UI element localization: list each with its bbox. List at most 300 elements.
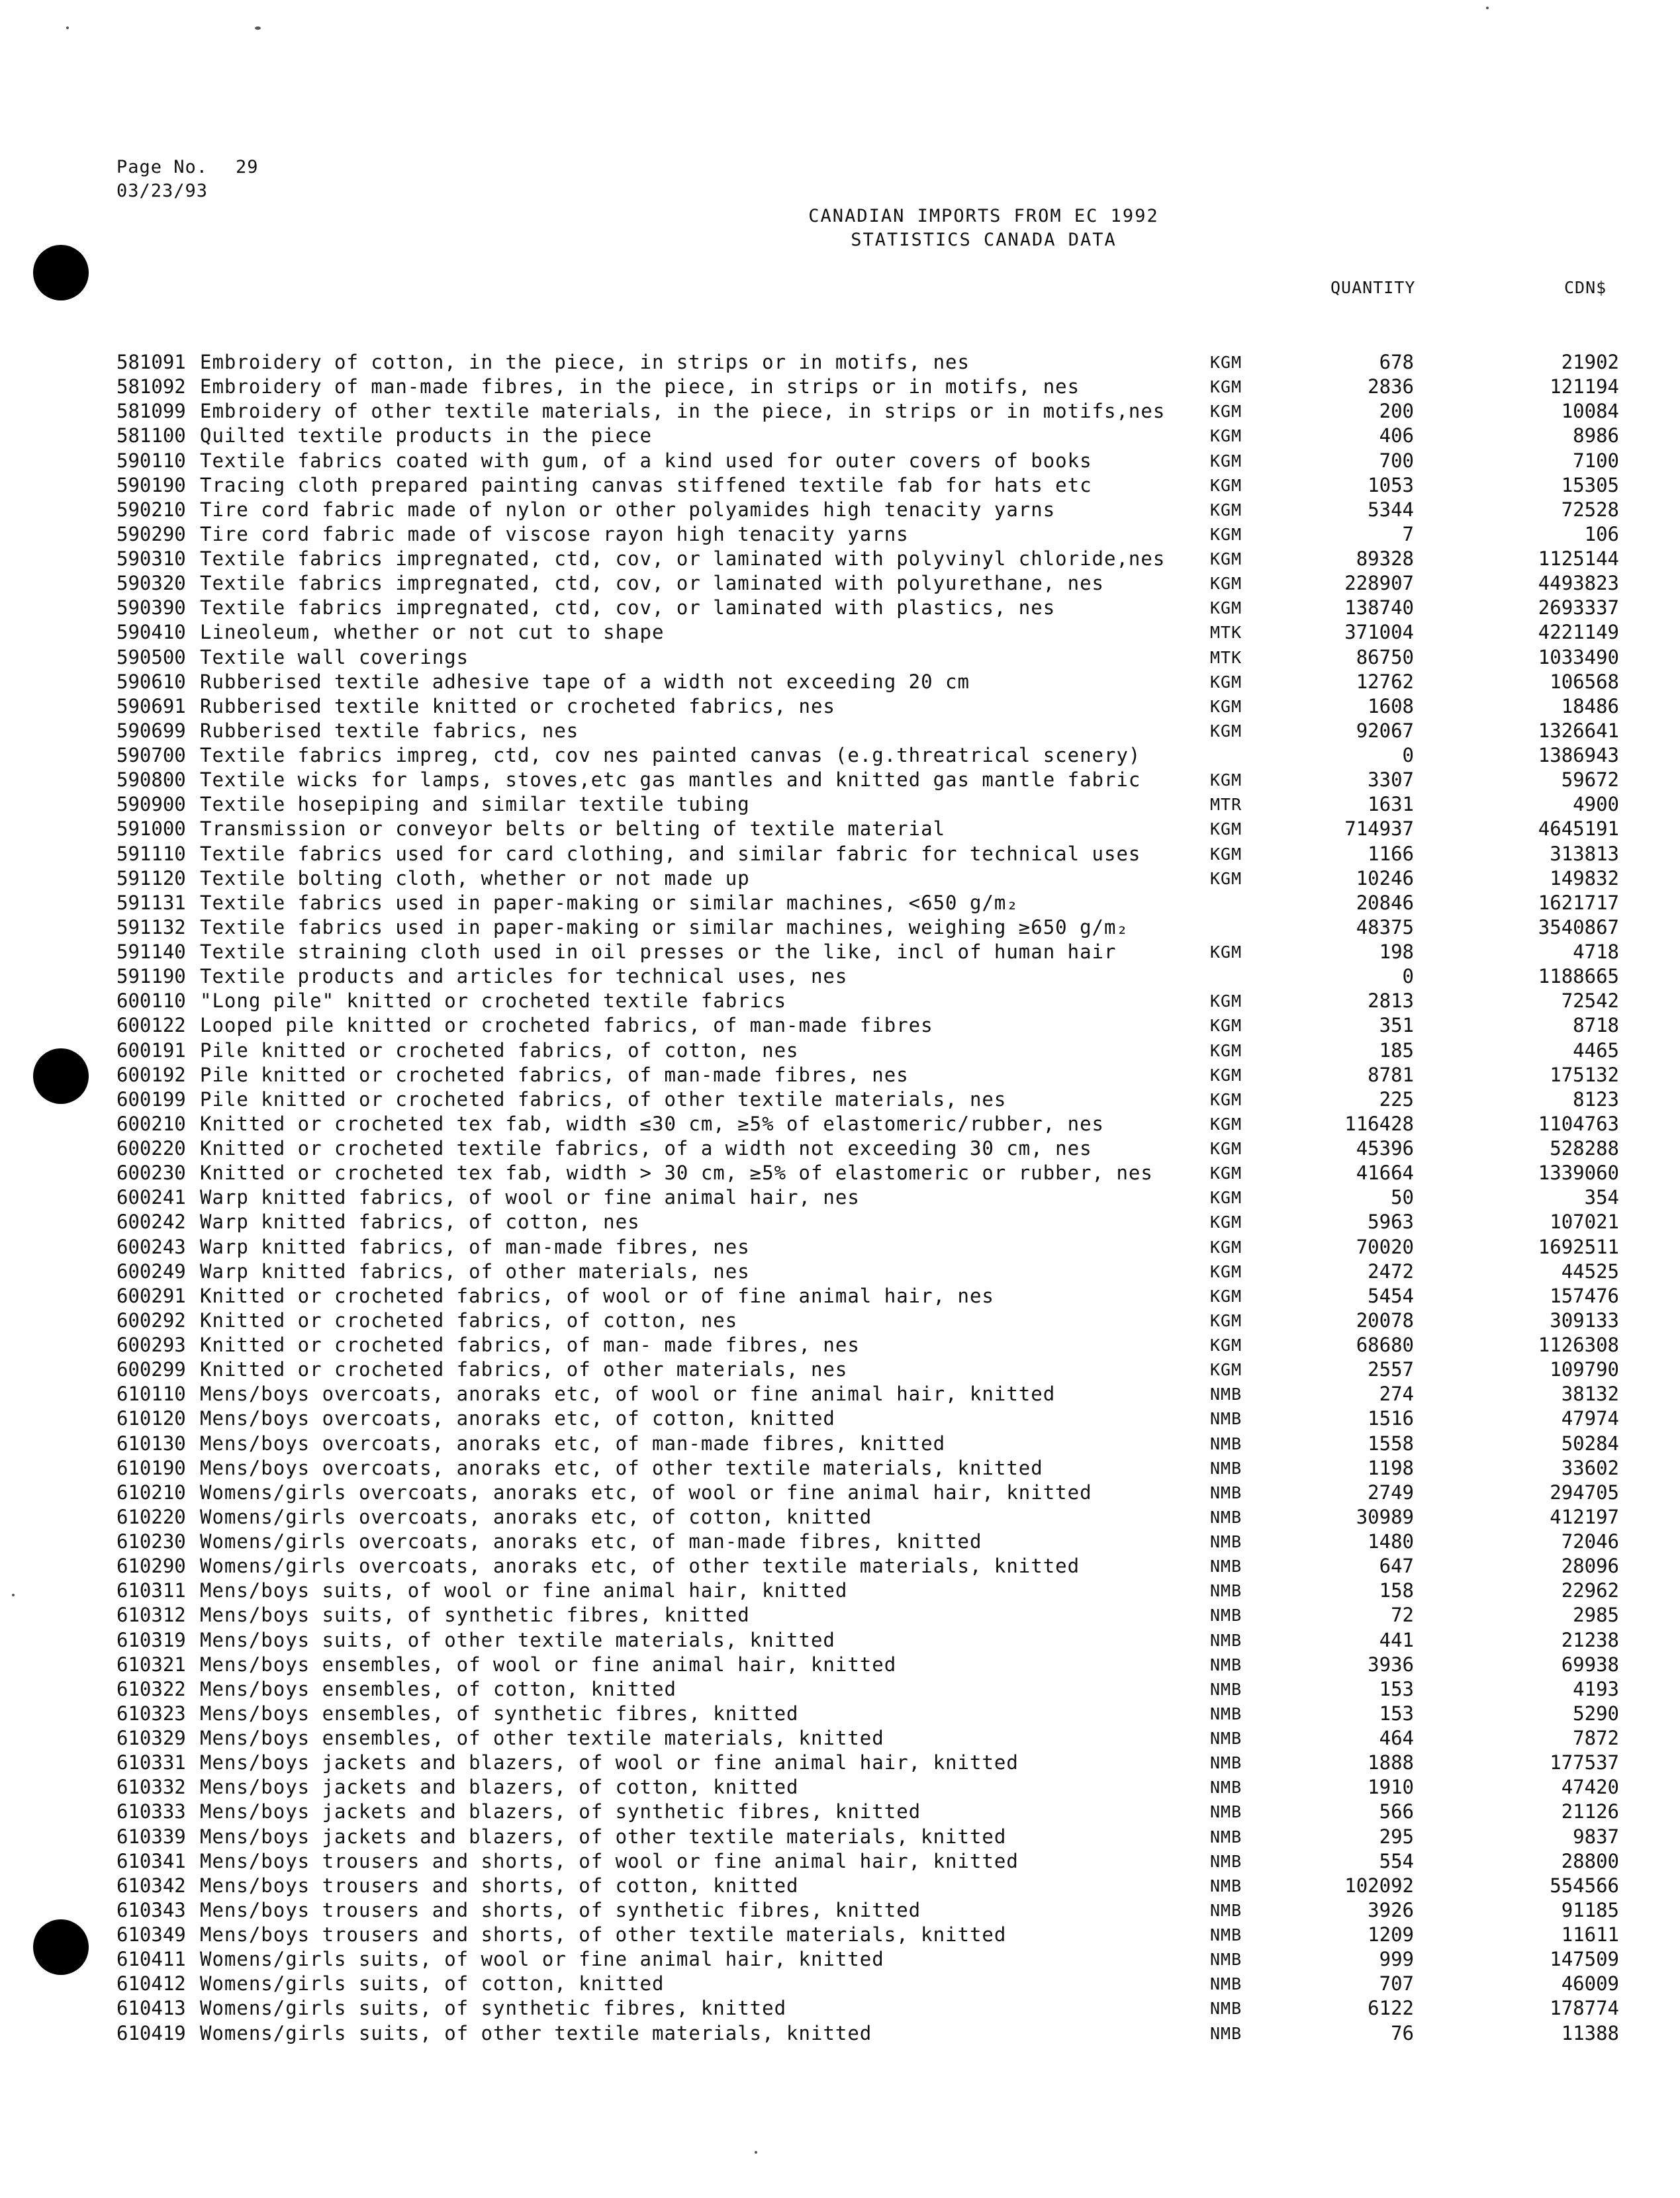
unit-of-measure: NMB <box>1210 1581 1242 1601</box>
commodity-code: 610290 <box>117 1555 186 1578</box>
cdn-dollar-value: 107021 <box>1550 1211 1619 1234</box>
table-row <box>117 1603 1619 1627</box>
cdn-dollar-value: 72542 <box>1561 989 1619 1013</box>
cdn-dollar-value: 10084 <box>1561 400 1619 423</box>
table-row <box>117 1505 1619 1530</box>
scan-speck <box>255 26 261 30</box>
quantity-value: 1608 <box>1368 694 1414 717</box>
unit-of-measure: NMB <box>1210 1900 1242 1920</box>
cdn-dollar-value: 22962 <box>1561 1579 1619 1602</box>
quantity-value: 0 <box>1402 965 1414 988</box>
cdn-dollar-value: 47420 <box>1561 1776 1619 1799</box>
commodity-code: 610349 <box>117 1923 186 1946</box>
commodity-code: 590210 <box>117 498 186 521</box>
quantity-value: 116428 <box>1344 1112 1414 1135</box>
commodity-description: Womens/girls suits, of synthetic fibres, knitted <box>200 1997 787 2020</box>
unit-of-measure: KGM <box>1210 1065 1242 1085</box>
punch-hole-middle <box>33 1048 89 1104</box>
cdn-dollar-value: 38132 <box>1561 1383 1619 1406</box>
cdn-dollar-value: 106568 <box>1550 670 1619 693</box>
quantity-value: 2749 <box>1368 1481 1414 1504</box>
commodity-description: Warp knitted fabrics, of cotton, nes <box>200 1211 640 1234</box>
quantity-value: 158 <box>1379 1579 1414 1602</box>
cdn-dollar-value: 18486 <box>1561 694 1619 717</box>
quantity-value: 647 <box>1379 1555 1414 1578</box>
quantity-value: 45396 <box>1356 1137 1414 1160</box>
quantity-value: 6122 <box>1368 1997 1414 2020</box>
table-row <box>117 694 1619 719</box>
commodity-description: Mens/boys overcoats, anoraks etc, of other textile materials, knitted <box>200 1456 1043 1479</box>
table-row <box>117 620 1619 645</box>
commodity-code: 610130 <box>117 1432 186 1455</box>
quantity-value: 566 <box>1379 1800 1414 1823</box>
cdn-dollar-value: 175132 <box>1550 1063 1619 1086</box>
cdn-dollar-value: 69938 <box>1561 1653 1619 1676</box>
commodity-code: 581091 <box>117 351 186 373</box>
quantity-value: 406 <box>1379 424 1414 447</box>
commodity-code: 590691 <box>117 694 186 717</box>
table-row <box>117 1038 1619 1063</box>
commodity-description: Pile knitted or crocheted fabrics, of cotton, nes <box>200 1038 799 1062</box>
cdn-dollar-value: 4718 <box>1573 940 1619 963</box>
unit-of-measure: KGM <box>1210 1040 1242 1060</box>
unit-of-measure: KGM <box>1210 475 1242 495</box>
commodity-code: 610312 <box>117 1604 186 1627</box>
cdn-dollar-value: 412197 <box>1550 1505 1619 1528</box>
quantity-value: 200 <box>1379 400 1414 423</box>
table-row <box>117 1923 1619 1947</box>
cdn-dollar-value: 1033490 <box>1538 645 1619 668</box>
unit-of-measure: KGM <box>1210 672 1242 692</box>
commodity-description: Textile fabrics impregnated, ctd, cov, or laminated with polyurethane, nes <box>200 572 1105 595</box>
unit-of-measure: KGM <box>1210 696 1242 716</box>
unit-of-measure: KGM <box>1210 991 1242 1011</box>
quantity-value: 92067 <box>1356 719 1414 742</box>
table-row <box>117 1726 1619 1751</box>
cdn-dollar-value: 313813 <box>1550 842 1619 865</box>
commodity-description: Womens/girls suits, of other textile materials, knitted <box>200 2021 872 2044</box>
quantity-value: 2836 <box>1368 375 1414 398</box>
quantity-value: 371004 <box>1344 621 1414 644</box>
report-title: CANADIAN IMPORTS FROM EC 1992 <box>808 206 1159 226</box>
commodity-description: Lineoleum, whether or not cut to shape <box>200 621 665 644</box>
commodity-description: Looped pile knitted or crocheted fabrics, of man-made fibres <box>200 1014 933 1037</box>
unit-of-measure: NMB <box>1210 1802 1242 1822</box>
punch-hole-bottom <box>33 1919 89 1975</box>
commodity-description: Transmission or conveyor belts or belting of textile material <box>200 817 946 841</box>
unit-of-measure: KGM <box>1210 844 1242 864</box>
quantity-value: 295 <box>1379 1825 1414 1848</box>
commodity-description: Rubberised textile adhesive tape of a width not exceeding 20 cm <box>200 670 970 693</box>
table-row <box>117 670 1619 694</box>
commodity-code: 591190 <box>117 965 186 988</box>
cdn-dollar-value: 15305 <box>1561 473 1619 496</box>
table-row <box>117 1775 1619 1800</box>
commodity-code: 600249 <box>117 1259 186 1283</box>
quantity-value: 225 <box>1379 1087 1414 1111</box>
commodity-code: 581092 <box>117 375 186 398</box>
cdn-dollar-value: 1621717 <box>1538 891 1619 914</box>
commodity-code: 610411 <box>117 1948 186 1971</box>
commodity-code: 590410 <box>117 621 186 644</box>
cdn-dollar-value: 11388 <box>1561 2021 1619 2044</box>
commodity-code: 610323 <box>117 1702 186 1725</box>
commodity-description: Mens/boys trousers and shorts, of wool or fine animal hair, knitted <box>200 1849 1019 1872</box>
quantity-value: 86750 <box>1356 645 1414 668</box>
unit-of-measure: NMB <box>1210 1630 1242 1650</box>
cdn-dollar-value: 554566 <box>1550 1874 1619 1897</box>
commodity-code: 590699 <box>117 719 186 742</box>
unit-of-measure: NMB <box>1210 1679 1242 1699</box>
commodity-code: 600242 <box>117 1211 186 1234</box>
quantity-value: 72 <box>1391 1604 1414 1627</box>
table-row <box>117 1996 1619 2021</box>
quantity-value: 102092 <box>1344 1874 1414 1897</box>
cdn-dollar-value: 4645191 <box>1538 817 1619 841</box>
table-row <box>117 1456 1619 1481</box>
commodity-description: Rubberised textile knitted or crocheted fabrics, nes <box>200 694 835 717</box>
cdn-dollar-value: 1326641 <box>1538 719 1619 742</box>
table-row <box>117 571 1619 596</box>
cdn-dollar-value: 59672 <box>1561 768 1619 792</box>
quantity-value: 228907 <box>1344 572 1414 595</box>
table-row <box>117 1235 1619 1259</box>
cdn-dollar-value: 178774 <box>1550 1997 1619 2020</box>
cdn-dollar-value: 4221149 <box>1538 621 1619 644</box>
quantity-value: 554 <box>1379 1849 1414 1872</box>
commodity-description: Tracing cloth prepared painting canvas stiffened textile fab for hats etc <box>200 473 1092 496</box>
unit-of-measure: NMB <box>1210 1729 1242 1748</box>
table-row <box>117 1112 1619 1136</box>
scan-speck <box>12 1594 15 1596</box>
quantity-value: 30989 <box>1356 1505 1414 1528</box>
commodity-code: 590900 <box>117 793 186 816</box>
quantity-value: 714937 <box>1344 817 1414 841</box>
commodity-code: 590290 <box>117 522 186 545</box>
scan-speck <box>66 26 69 29</box>
commodity-description: Textile fabrics coated with gum, of a kind used for outer covers of books <box>200 449 1092 472</box>
table-row <box>117 1677 1619 1702</box>
cdn-dollar-value: 1386943 <box>1538 744 1619 766</box>
unit-of-measure: NMB <box>1210 1999 1242 2019</box>
report-date: 03/23/93 <box>117 181 209 201</box>
quantity-value: 1053 <box>1368 473 1414 496</box>
unit-of-measure: KGM <box>1210 1114 1242 1134</box>
commodity-description: Warp knitted fabrics, of man-made fibres, nes <box>200 1235 750 1258</box>
cdn-dollar-value: 2693337 <box>1538 596 1619 619</box>
unit-of-measure: MTK <box>1210 623 1242 643</box>
table-row <box>117 964 1619 989</box>
table-row <box>117 424 1619 448</box>
unit-of-measure: KGM <box>1210 819 1242 839</box>
cdn-dollar-value: 109790 <box>1550 1358 1619 1381</box>
table-row <box>117 1579 1619 1603</box>
table-row <box>117 1653 1619 1677</box>
quantity-value: 12762 <box>1356 670 1414 693</box>
unit-of-measure: KGM <box>1210 1261 1242 1281</box>
quantity-value: 2472 <box>1368 1259 1414 1283</box>
quantity-value: 2813 <box>1368 989 1414 1013</box>
table-row <box>117 1702 1619 1726</box>
quantity-value: 8781 <box>1368 1063 1414 1086</box>
quantity-value: 7 <box>1402 522 1414 545</box>
quantity-value: 5344 <box>1368 498 1414 521</box>
commodity-code: 590110 <box>117 449 186 472</box>
unit-of-measure: NMB <box>1210 1827 1242 1847</box>
quantity-value: 0 <box>1402 744 1414 766</box>
column-header-cdn-value: CDN$ <box>1564 278 1607 297</box>
commodity-code: 610210 <box>117 1481 186 1504</box>
unit-of-measure: NMB <box>1210 1851 1242 1871</box>
cdn-dollar-value: 5290 <box>1573 1702 1619 1725</box>
commodity-code: 610341 <box>117 1849 186 1872</box>
commodity-code: 610120 <box>117 1407 186 1430</box>
quantity-value: 1888 <box>1368 1751 1414 1774</box>
unit-of-measure: NMB <box>1210 1557 1242 1577</box>
unit-of-measure: NMB <box>1210 1974 1242 1994</box>
quantity-value: 274 <box>1379 1383 1414 1406</box>
commodity-code: 581099 <box>117 400 186 423</box>
cdn-dollar-value: 50284 <box>1561 1432 1619 1455</box>
commodity-code: 610220 <box>117 1505 186 1528</box>
table-row <box>117 842 1619 866</box>
cdn-dollar-value: 21238 <box>1561 1628 1619 1651</box>
commodity-description: Textile fabrics impreg, ctd, cov nes painted canvas (e.g.threatrical scenery) <box>200 744 1141 766</box>
cdn-dollar-value: 1126308 <box>1538 1334 1619 1356</box>
commodity-description: Embroidery of cotton, in the piece, in strips or in motifs, nes <box>200 351 970 373</box>
commodity-description: Textile straining cloth used in oil presses or the like, incl of human hair <box>200 940 1117 963</box>
unit-of-measure: KGM <box>1210 1310 1242 1330</box>
commodity-description: Mens/boys overcoats, anoraks etc, of man-made fibres, knitted <box>200 1432 946 1455</box>
cdn-dollar-value: 72528 <box>1561 498 1619 521</box>
unit-of-measure: KGM <box>1210 1286 1242 1306</box>
quantity-value: 1631 <box>1368 793 1414 816</box>
commodity-description: Knitted or crocheted fabrics, of other materials, nes <box>200 1358 848 1381</box>
table-row <box>117 719 1619 743</box>
commodity-code: 610321 <box>117 1653 186 1676</box>
commodity-description: Mens/boys jackets and blazers, of other textile materials, knitted <box>200 1825 1007 1848</box>
unit-of-measure: NMB <box>1210 1507 1242 1527</box>
table-row <box>117 1972 1619 1996</box>
commodity-description: Quilted textile products in the piece <box>200 424 653 447</box>
commodity-description: Embroidery of other textile materials, in the piece, in strips or in motifs,nes <box>200 400 1166 423</box>
commodity-code: 600122 <box>117 1014 186 1037</box>
unit-of-measure: KGM <box>1210 1237 1242 1257</box>
cdn-dollar-value: 9837 <box>1573 1825 1619 1848</box>
commodity-code: 591120 <box>117 866 186 890</box>
unit-of-measure: NMB <box>1210 1778 1242 1798</box>
unit-of-measure: MTR <box>1210 795 1242 815</box>
quantity-value: 1558 <box>1368 1432 1414 1455</box>
table-row <box>117 399 1619 424</box>
commodity-description: Textile wicks for lamps, stoves,etc gas mantles and knitted gas mantle fabric <box>200 768 1141 792</box>
commodity-description: Rubberised textile fabrics, nes <box>200 719 579 742</box>
unit-of-measure: KGM <box>1210 402 1242 422</box>
table-row <box>117 866 1619 891</box>
cdn-dollar-value: 309133 <box>1550 1308 1619 1332</box>
commodity-code: 590320 <box>117 572 186 595</box>
cdn-dollar-value: 1339060 <box>1538 1162 1619 1185</box>
cdn-dollar-value: 28096 <box>1561 1555 1619 1578</box>
commodity-code: 600220 <box>117 1137 186 1160</box>
commodity-code: 610343 <box>117 1898 186 1921</box>
commodity-code: 600243 <box>117 1235 186 1258</box>
table-row <box>117 792 1619 817</box>
table-row <box>117 989 1619 1013</box>
cdn-dollar-value: 91185 <box>1561 1898 1619 1921</box>
unit-of-measure: NMB <box>1210 1532 1242 1551</box>
unit-of-measure: KGM <box>1210 1089 1242 1109</box>
table-row <box>117 1481 1619 1505</box>
commodity-description: Mens/boys ensembles, of cotton, knitted <box>200 1677 677 1700</box>
commodity-description: Textile fabrics used in paper-making or similar machines, <650 g/m₂ <box>200 891 1019 914</box>
quantity-value: 48375 <box>1356 915 1414 939</box>
commodity-description: Textile products and articles for technical uses, nes <box>200 965 848 988</box>
cdn-dollar-value: 8123 <box>1573 1087 1619 1111</box>
table-row <box>117 449 1619 473</box>
commodity-description: Womens/girls overcoats, anoraks etc, of wool or fine animal hair, knitted <box>200 1481 1092 1504</box>
import-table <box>117 350 1619 2046</box>
commodity-description: Knitted or crocheted fabrics, of man- made fibres, nes <box>200 1334 860 1356</box>
quantity-value: 153 <box>1379 1677 1414 1700</box>
table-row <box>117 1800 1619 1824</box>
commodity-description: Mens/boys jackets and blazers, of wool or fine animal hair, knitted <box>200 1751 1019 1774</box>
quantity-value: 185 <box>1379 1038 1414 1062</box>
commodity-code: 591000 <box>117 817 186 841</box>
cdn-dollar-value: 28800 <box>1561 1849 1619 1872</box>
column-header-quantity: QUANTITY <box>1330 278 1416 297</box>
quantity-value: 138740 <box>1344 596 1414 619</box>
quantity-value: 999 <box>1379 1948 1414 1971</box>
table-row <box>117 1406 1619 1431</box>
commodity-code: 600292 <box>117 1308 186 1332</box>
punch-hole-top <box>33 245 89 300</box>
commodity-code: 591132 <box>117 915 186 939</box>
cdn-dollar-value: 4493823 <box>1538 572 1619 595</box>
commodity-code: 610419 <box>117 2021 186 2044</box>
cdn-dollar-value: 147509 <box>1550 1948 1619 1971</box>
table-row <box>117 1849 1619 1874</box>
unit-of-measure: KGM <box>1210 1188 1242 1208</box>
table-row <box>117 1898 1619 1923</box>
quantity-value: 464 <box>1379 1727 1414 1749</box>
unit-of-measure: NMB <box>1210 1704 1242 1723</box>
unit-of-measure: KGM <box>1210 500 1242 520</box>
unit-of-measure: KGM <box>1210 451 1242 471</box>
quantity-value: 68680 <box>1356 1334 1414 1356</box>
quantity-value: 1910 <box>1368 1776 1414 1799</box>
unit-of-measure: KGM <box>1210 1336 1242 1355</box>
cdn-dollar-value: 21902 <box>1561 351 1619 373</box>
table-row <box>117 1382 1619 1406</box>
unit-of-measure: MTK <box>1210 647 1242 667</box>
commodity-code: 581100 <box>117 424 186 447</box>
cdn-dollar-value: 7872 <box>1573 1727 1619 1749</box>
commodity-code: 591110 <box>117 842 186 865</box>
page-number-line <box>117 156 259 179</box>
table-row <box>117 1087 1619 1112</box>
unit-of-measure: KGM <box>1210 1016 1242 1036</box>
unit-of-measure: NMB <box>1210 1483 1242 1502</box>
cdn-dollar-value: 121194 <box>1550 375 1619 398</box>
commodity-description: Textile fabrics used for card clothing, and similar fabric for technical uses <box>200 842 1141 865</box>
commodity-description: Mens/boys suits, of synthetic fibres, knitted <box>200 1604 750 1627</box>
quantity-value: 89328 <box>1356 547 1414 570</box>
quantity-value: 20846 <box>1356 891 1414 914</box>
cdn-dollar-value: 528288 <box>1550 1137 1619 1160</box>
table-row <box>117 1432 1619 1456</box>
commodity-code: 600199 <box>117 1087 186 1111</box>
report-subtitle: STATISTICS CANADA DATA <box>851 230 1117 250</box>
commodity-description: Womens/girls overcoats, anoraks etc, of man-made fibres, knitted <box>200 1530 982 1553</box>
commodity-code: 610329 <box>117 1727 186 1749</box>
commodity-code: 600291 <box>117 1284 186 1307</box>
unit-of-measure: NMB <box>1210 2023 1242 2043</box>
table-row <box>117 1161 1619 1185</box>
table-row <box>117 743 1619 768</box>
quantity-value: 3936 <box>1368 1653 1414 1676</box>
cdn-dollar-value: 4465 <box>1573 1038 1619 1062</box>
table-row <box>117 1530 1619 1554</box>
commodity-code: 610230 <box>117 1530 186 1553</box>
quantity-value: 198 <box>1379 940 1414 963</box>
table-row <box>117 350 1619 375</box>
commodity-code: 600210 <box>117 1112 186 1135</box>
quantity-value: 351 <box>1379 1014 1414 1037</box>
table-row <box>117 891 1619 915</box>
unit-of-measure: NMB <box>1210 1925 1242 1945</box>
commodity-description: Tire cord fabric made of viscose rayon high tenacity yarns <box>200 522 909 545</box>
cdn-dollar-value: 21126 <box>1561 1800 1619 1823</box>
commodity-description: Mens/boys jackets and blazers, of synthetic fibres, knitted <box>200 1800 921 1823</box>
table-row <box>117 2021 1619 2046</box>
table-row <box>117 1013 1619 1038</box>
table-row <box>117 1063 1619 1087</box>
commodity-description: Pile knitted or crocheted fabrics, of man-made fibres, nes <box>200 1063 909 1086</box>
quantity-value: 20078 <box>1356 1308 1414 1332</box>
table-row <box>117 1136 1619 1161</box>
cdn-dollar-value: 8986 <box>1573 424 1619 447</box>
table-row <box>117 1284 1619 1308</box>
commodity-description: Mens/boys suits, of other textile materials, knitted <box>200 1628 835 1651</box>
cdn-dollar-value: 8718 <box>1573 1014 1619 1037</box>
cdn-dollar-value: 4193 <box>1573 1677 1619 1700</box>
commodity-code: 590610 <box>117 670 186 693</box>
quantity-value: 1480 <box>1368 1530 1414 1553</box>
commodity-description: Mens/boys ensembles, of wool or fine animal hair, knitted <box>200 1653 897 1676</box>
table-row <box>117 1825 1619 1849</box>
commodity-code: 610331 <box>117 1751 186 1774</box>
unit-of-measure: NMB <box>1210 1606 1242 1626</box>
unit-of-measure: KGM <box>1210 353 1242 372</box>
commodity-code: 600230 <box>117 1162 186 1185</box>
commodity-code: 610190 <box>117 1456 186 1479</box>
cdn-dollar-value: 46009 <box>1561 1972 1619 1995</box>
quantity-value: 678 <box>1379 351 1414 373</box>
commodity-description: Womens/girls overcoats, anoraks etc, of cotton, knitted <box>200 1505 872 1528</box>
cdn-dollar-value: 1188665 <box>1538 965 1619 988</box>
commodity-code: 590500 <box>117 645 186 668</box>
cdn-dollar-value: 47974 <box>1561 1407 1619 1430</box>
commodity-code: 590700 <box>117 744 186 766</box>
commodity-code: 610339 <box>117 1825 186 1848</box>
cdn-dollar-value: 3540867 <box>1538 915 1619 939</box>
commodity-description: Mens/boys ensembles, of other textile materials, knitted <box>200 1727 884 1749</box>
commodity-description: Knitted or crocheted fabrics, of cotton, nes <box>200 1308 738 1332</box>
commodity-description: Textile hosepiping and similar textile tubing <box>200 793 750 816</box>
commodity-description: Mens/boys ensembles, of synthetic fibres, knitted <box>200 1702 799 1725</box>
commodity-description: Embroidery of man-made fibres, in the piece, in strips or in motifs, nes <box>200 375 1080 398</box>
